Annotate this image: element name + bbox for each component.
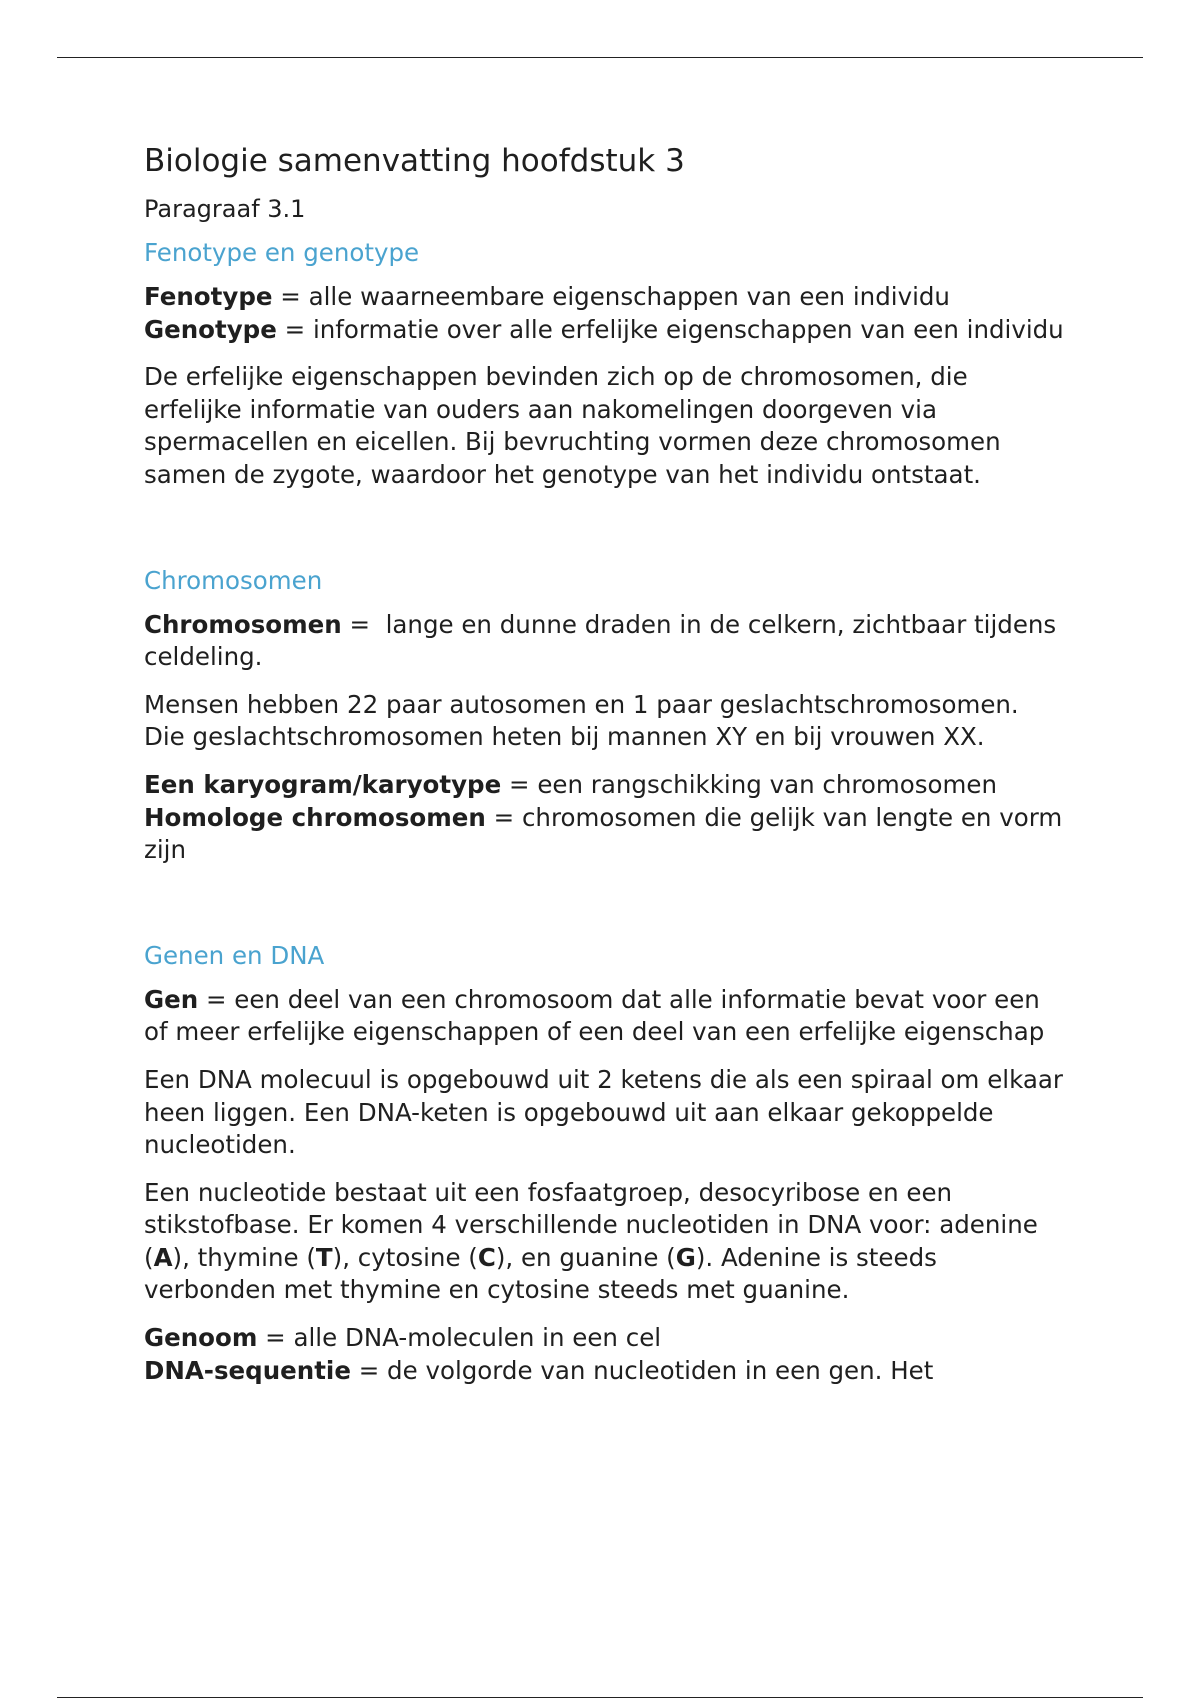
- definition-text: = chromosomen die gelijk van lengte en vorm zijn: [144, 802, 1063, 865]
- definition-genotype: [144, 314, 1064, 347]
- term-dna-sequentie: DNA-sequentie: [144, 1355, 351, 1385]
- body-text: ), en guanine (: [495, 1242, 676, 1272]
- definition-text: = lange en dunne draden in de celkern, zichtbaar tijdens celdeling.: [144, 609, 1064, 672]
- body-paragraph-nucleotiden: [144, 1177, 1064, 1307]
- bottom-rule: [57, 1697, 1143, 1698]
- definition-text: = de volgorde van nucleotiden in een gen. Het: [350, 1355, 934, 1385]
- body-paragraph: Mensen hebben 22 paar autosomen en 1 paar geslachtschromosomen. Die geslachtschromosomen heten bij mannen XY en bij vrouwen XX.: [144, 689, 1019, 752]
- section-heading-chromosomen: Chromosomen: [144, 565, 323, 595]
- base-guanine: G: [675, 1242, 696, 1272]
- definitions-karyogram: [144, 769, 1064, 867]
- definition-karyogram: [144, 769, 1064, 802]
- section-spacer: [144, 882, 1064, 940]
- section-spacer: [144, 507, 1064, 565]
- term-karyogram: Een karyogram/karyotype: [144, 769, 502, 799]
- section-heading-genen: Genen en DNA: [144, 940, 325, 970]
- term-chromosomen: Chromosomen: [144, 609, 342, 639]
- body-text: ), cytosine (: [332, 1242, 478, 1272]
- definition-text: = alle waarneembare eigenschappen van een individu: [272, 282, 950, 311]
- paragraph-label: Paragraaf 3.1: [144, 195, 306, 223]
- page-content: [144, 138, 1064, 1402]
- document-title: Biologie samenvatting hoofdstuk 3: [144, 143, 685, 179]
- definition-text: = informatie over alle erfelijke eigenschappen van een individu: [276, 314, 1064, 344]
- definition-dna-sequentie: [144, 1355, 1064, 1388]
- top-rule: [57, 57, 1143, 58]
- definition-text: = alle DNA-moleculen in een cel: [257, 1323, 662, 1353]
- base-adenine: A: [153, 1242, 173, 1272]
- definition-homologe: [144, 802, 1064, 867]
- definition-fenotype: [144, 281, 1064, 314]
- base-thymine: T: [315, 1242, 333, 1272]
- term-genoom: Genoom: [144, 1323, 258, 1353]
- body-paragraph: De erfelijke eigenschappen bevinden zich op de chromosomen, die erfelijke informatie van ouders aan nakomelingen doorgeven via spermacellen en eicellen. Bij bevruchting vormen deze chromosomen samen de zygote, waardoor het genotype van het individu ontstaat.: [144, 362, 1001, 489]
- body-paragraph: Een DNA molecuul is opgebouwd uit 2 ketens die als een spiraal om elkaar heen liggen. Een DNA-keten is opgebouwd uit aan elkaar gekoppelde nucleotiden.: [144, 1064, 1063, 1160]
- base-cytosine: C: [477, 1242, 496, 1272]
- body-text: ). Adenine is steeds verbonden met thymine en cytosine steeds met guanine.: [144, 1242, 937, 1305]
- body-text: Een nucleotide bestaat uit een fosfaatgroep, desocyribose en een stikstofbase. Er komen 4 verschillende nucleotiden in DNA voor: adenine (: [144, 1177, 1038, 1272]
- definition-text: = een rangschikking van chromosomen: [501, 769, 997, 799]
- definition-text: = een deel van een chromosoom dat alle informatie bevat voor een of meer erfelijke eigenschappen of een deel van een erfelijke eigenschap: [144, 984, 1045, 1047]
- term-homologe: Homologe chromosomen: [144, 802, 486, 832]
- definition-genoom: [144, 1322, 1064, 1355]
- term-genotype: Genotype: [144, 314, 277, 344]
- term-fenotype: Fenotype: [144, 282, 273, 311]
- body-text: ), thymine (: [172, 1242, 316, 1272]
- term-gen: Gen: [144, 984, 199, 1014]
- definition-chromosomen: [144, 609, 1064, 674]
- definitions-fenotype: [144, 281, 1064, 346]
- definition-gen: [144, 984, 1064, 1049]
- definitions-genoom: [144, 1322, 1064, 1387]
- section-heading-fenotype: Fenotype en genotype: [144, 238, 420, 267]
